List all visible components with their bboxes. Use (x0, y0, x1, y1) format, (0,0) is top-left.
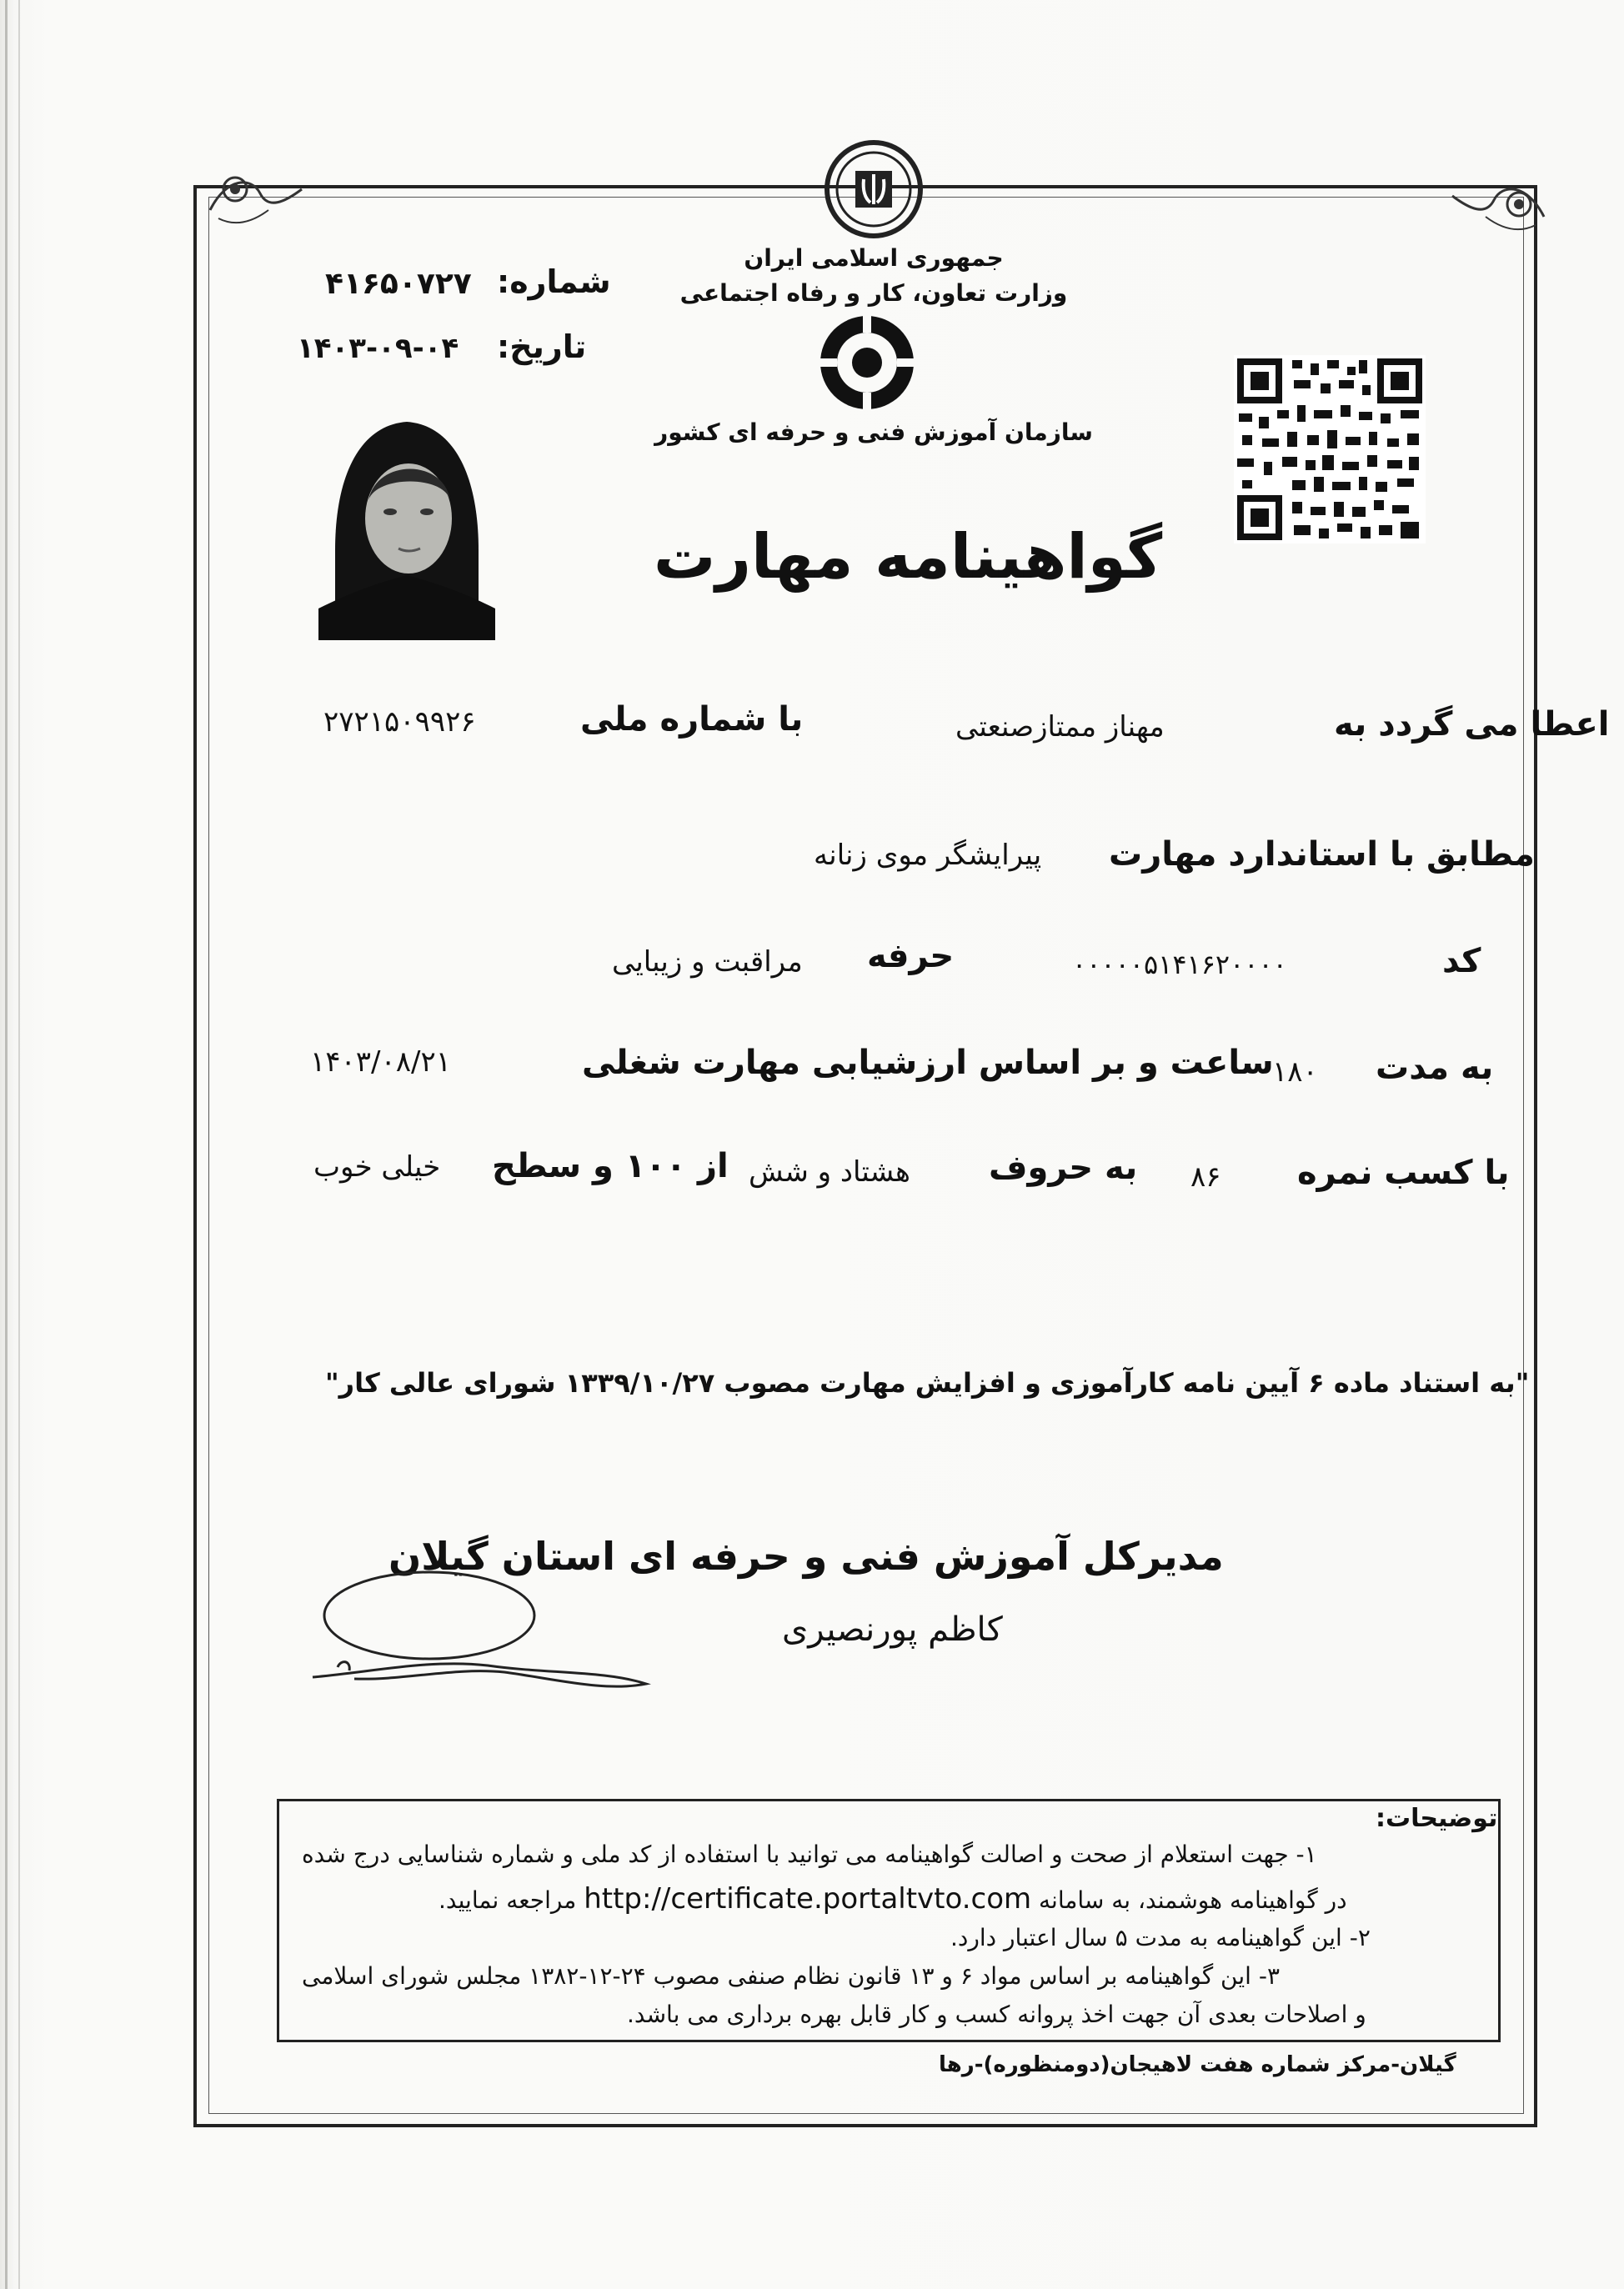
duration-label: به مدت (1376, 1049, 1494, 1087)
note-line-2 (439, 1882, 1347, 1916)
signatory-title: مدیرکل آموزش فنی و حرفه ای استان گیلان (388, 1534, 1224, 1579)
certificate-number: ۴۱۶۵۰۷۲۷ (325, 267, 472, 301)
score-value: ۸۶ (1190, 1160, 1221, 1194)
note-line-2-pre: در گواهینامه هوشمند، به سامانه (1039, 1886, 1347, 1914)
organization-name: سازمان آموزش فنی و حرفه ای کشور (654, 418, 1093, 446)
verification-url[interactable]: http://certificate.portaltvto.com (584, 1882, 1032, 1916)
issued-to-label: اعطا می گردد به (1334, 705, 1610, 744)
note-line-5: و اصلاحات بعدی آن جهت اخذ پروانه کسب و کار قابل بهره برداری می باشد. (627, 2001, 1366, 2028)
signature-icon (304, 1567, 654, 1700)
tvto-logo-icon (817, 313, 917, 413)
trade-value: مراقبت و زیبایی (612, 945, 803, 979)
certificate-title: گواهینامه مهارت (654, 521, 1163, 593)
code-label: کد (1442, 942, 1481, 980)
trade-label: حرفه (867, 937, 955, 975)
note-line-3: ۲- این گواهینامه به مدت ۵ سال اعتبار دارد. (950, 1924, 1371, 1951)
of-and-level-label: از ۱۰۰ و سطح (492, 1147, 729, 1185)
holder-photo (318, 408, 495, 640)
footer-center-info: گیلان-مرکز شماره هفت لاهیجان(دومنظوره)-رها (939, 2052, 1456, 2077)
notes-heading: توضیحات: (1376, 1804, 1498, 1833)
number-label: شماره: (497, 263, 611, 300)
note-line-1: ۱- جهت استعلام از صحت و اصالت گواهینامه می توانید با استفاده از کد ملی و شماره شناسایی درج شده (302, 1841, 1317, 1868)
legal-basis: "به استناد ماده ۶ آیین نامه کارآموزی و افزایش مهارت مصوب ۱۳۳۹/۱۰/۲۷ شورای عالی کار" (325, 1367, 1530, 1399)
corner-flourish-left-icon (202, 160, 310, 235)
in-words-label: به حروف (989, 1149, 1138, 1187)
national-id-label: با شماره ملی (580, 700, 804, 739)
duration-value: ۱۸۰ (1272, 1055, 1318, 1089)
corner-flourish-right-icon (1444, 167, 1552, 242)
standard-value: پیرایشگر موی زنانه (814, 839, 1042, 872)
note-line-2-post: مراجعه نمایید. (439, 1886, 577, 1914)
iran-emblem-icon (822, 138, 925, 241)
binding-edge-inner (18, 0, 20, 2289)
qr-code (1234, 355, 1426, 543)
national-id: ۲۷۲۱۵۰۹۹۲۶ (323, 705, 476, 739)
hours-assessment-label: ساعت و بر اساس ارزشیابی مهارت شغلی (582, 1044, 1274, 1082)
score-label: با کسب نمره (1297, 1154, 1510, 1192)
level-value: خیلی خوب (313, 1150, 441, 1184)
country-name: جمهوری اسلامی ایران (744, 244, 1004, 272)
signatory-name: کاظم پورنصیری (782, 1610, 1003, 1649)
assessment-date: ۱۴۰۳/۰۸/۲۱ (310, 1045, 452, 1079)
standard-label: مطابق با استاندارد مهارت (1109, 835, 1535, 874)
date-label: تاریخ: (497, 328, 587, 365)
holder-name: مهناز ممتازصنعتی (955, 710, 1165, 744)
note-line-4: ۳- این گواهینامه بر اساس مواد ۶ و ۱۳ قانون نظام صنفی مصوب ۲۴-۱۲-۱۳۸۲ مجلس شورای اسلامی (302, 1962, 1280, 1990)
score-words: هشتاد و شش (749, 1155, 910, 1189)
ministry-name: وزارت تعاون، کار و رفاه اجتماعی (679, 279, 1068, 307)
code-value: ۰۰۰۰۰۵۱۴۱۶۲۰۰۰۰ (1072, 949, 1287, 980)
binding-edge (5, 0, 8, 2289)
issue-date: ۱۴۰۳-۰۹-۰۴ (297, 332, 459, 365)
